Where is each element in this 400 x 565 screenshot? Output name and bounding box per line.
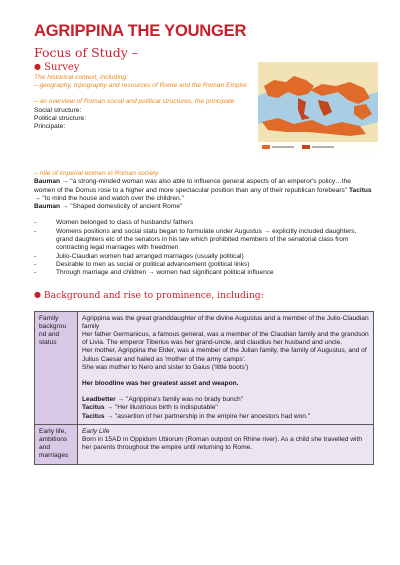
family-paragraph: Her mother, Agrippina the Elder, was a member of the Julian family, the family of Augustus, and of Julius Caesar and hailed as 'mother of the army camps'. — [82, 347, 367, 363]
bullet-icon: ● — [34, 62, 41, 71]
imperial-women-section — [34, 170, 374, 211]
quote-author: Leadbetter — [82, 396, 116, 404]
survey-section — [34, 74, 374, 170]
quote-text: → "Shaped domesticity of ancient Rome" — [60, 203, 183, 211]
page-title: AGRIPPINA THE YOUNGER — [34, 22, 247, 40]
list-item: - Through marriage and children → women had significant political influence — [34, 269, 374, 277]
background-table — [34, 311, 374, 465]
quote-text: → "to mind the house and watch over the children." — [34, 194, 184, 202]
row-label-family: Family backgrou nd and status — [35, 311, 78, 424]
roman-empire-map-icon — [258, 62, 378, 154]
background-heading-text: Background and rise to prominence, including: — [43, 289, 264, 301]
principate-line: Principate: — [34, 123, 66, 131]
quote-author: Tacitus — [349, 186, 372, 194]
quote-text: → "Agrippina's family was no brady bunch" — [115, 396, 243, 404]
family-quote — [82, 413, 369, 421]
political-structure-line: Political structure: — [34, 114, 87, 122]
quote-author: Bauman — [34, 203, 61, 211]
bauman-quote-1 — [34, 178, 374, 203]
survey-heading-text: Survey — [44, 62, 80, 73]
quote-text: → "a strong-minded woman was also able to influence general aspects of an emperor's policy…the women of the Domus rose to a higher and more spectacular position than any of their republican forebears" — [34, 178, 351, 194]
family-paragraph: She was mother to Nero and sister to Gaius ('little boots') — [82, 363, 249, 371]
survey-text — [34, 74, 252, 131]
bullet-icon: ● — [34, 289, 41, 299]
points-list — [34, 219, 374, 277]
list-item: - Womens positions and social statu began to formulate under Augustus → explicitly included daughters, grand daughters etc of the senators in his law which prohibited members of the senatorial class from contracting legal marriages with freedmen — [34, 228, 374, 253]
table-row — [35, 424, 374, 464]
overview-heading: – an overview of Roman social and political structures, the principate — [34, 98, 235, 106]
historical-context-heading: The historical context, including: — [34, 74, 128, 81]
document-page — [34, 22, 374, 465]
quote-author: Tacitus — [82, 404, 105, 412]
row-content-early-life — [78, 424, 374, 464]
early-life-heading — [82, 428, 369, 436]
row-content-family — [78, 311, 374, 424]
quote-text: → "Her illustrious birth is indisputable" — [104, 404, 218, 412]
quote-author: Bauman — [34, 178, 61, 186]
imperial-women-heading: – role of imperial women in Roman society — [34, 170, 159, 177]
bauman-quote-2 — [34, 203, 374, 211]
bloodline-statement — [82, 380, 369, 388]
italic-heading: Early Life — [82, 427, 110, 435]
list-item: - Julio-Claudian women had arranged marriages (usually political) — [34, 253, 374, 261]
historical-context-item: – geography, topography and resources of Rome and the Roman Empire — [34, 82, 247, 90]
table-row — [35, 311, 374, 424]
list-item: - Women belonged to class of husbands/ fathers — [34, 219, 374, 227]
family-quote — [82, 404, 369, 412]
background-heading — [34, 289, 374, 301]
quote-author: Tacitus — [82, 412, 105, 420]
early-life-text: Born in 15AD in Oppidum Ubiorum (Roman outpost on Rhine river). As a child she travelled with her parents throughout the empire until returning to Rome. — [82, 436, 362, 452]
bold-statement: Her bloodline was her greatest asset and weapon. — [82, 379, 239, 387]
list-item: - Desirable to men as social or political advancement (political links) — [34, 261, 374, 269]
row-label-early-life: Early life, ambitions and marriages — [35, 424, 78, 464]
quote-text: → "assertion of her partnership in the empire her ancestors had won." — [104, 412, 311, 420]
family-paragraph: Her father Germanicus, a famous general, was a member of the Claudian family and the grandson of Livia. The emperor Tiberius was her grand-uncle, and claudius her husband and uncle. — [82, 330, 369, 347]
family-quote — [82, 396, 369, 404]
social-structure-line: Social structure: — [34, 106, 82, 114]
focus-heading: Focus of Study – — [34, 45, 139, 60]
family-paragraph: Agrippina was the great granddaughter of the divine Augustus and a member of the Julio-Claudian family — [82, 314, 369, 330]
